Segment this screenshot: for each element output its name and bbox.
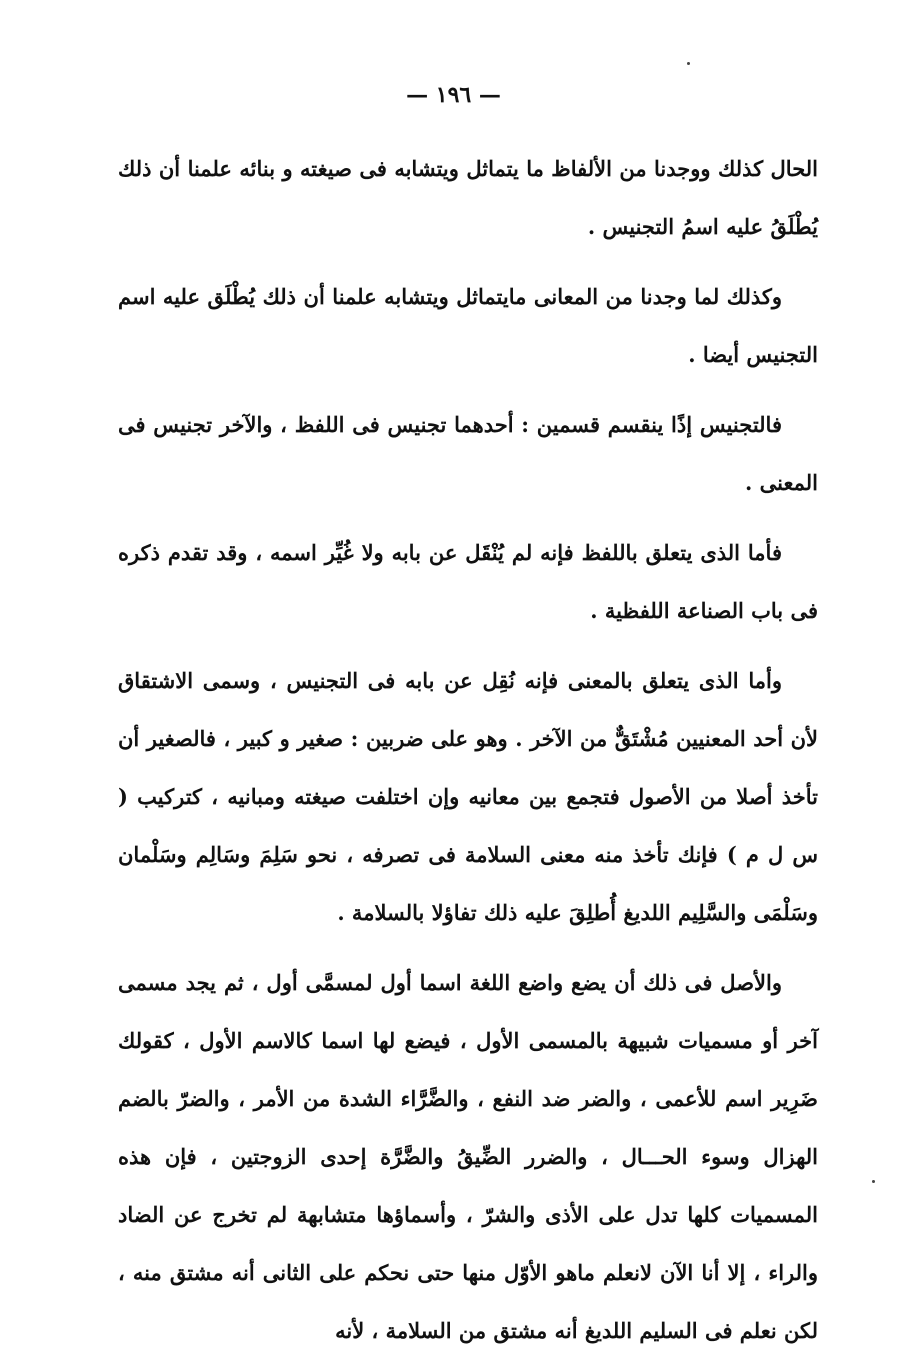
page-body	[118, 140, 818, 1372]
paragraph-1: الحال كذلك ووجدنا من الألفاظ ما يتماثل ويتشابه فى صيغته و بنائه علمنا أن ذلك يُطْلَقُ عليه اسمُ التجنيس .	[118, 156, 818, 239]
paragraph-5: وأما الذى يتعلق بالمعنى فإنه نُقِل عن بابه فى التجنيس ، وسمى الاشتقاق لأن أحد المعنيين مُشْتَقٌّ من الآخر . وهو على ضربين : صغير و كبير ، فالصغير أن تأخذ أصلا من الأصول فتجمع بين معانيه وإن اختلفت صيغته ومبانيه ، كتركيب ( س ل م ) فإنك تأخذ منه معنى السلامة فى تصرفه ، نحو سَلِمَ وسَالِم وسَلْمان وسَلْمَى والسَّلِيم اللديغ أُطلِقَ عليه ذلك تفاؤلا بالسلامة .	[118, 668, 818, 925]
paper-speck	[687, 62, 690, 65]
paragraph-4: فأما الذى يتعلق باللفظ فإنه لم يُنْقَل عن بابه ولا غُيِّر اسمه ، وقد تقدم ذكره فى باب الصناعة اللفظية .	[118, 540, 818, 623]
paragraph-3: فالتجنيس إذًا ينقسم قسمين : أحدهما تجنيس فى اللفظ ، والآخر تجنيس فى المعنى .	[118, 412, 818, 495]
paper-speck	[872, 1180, 875, 1183]
paragraph-6: والأصل فى ذلك أن يضع واضع اللغة اسما أول لمسمَّى أول ، ثم يجد مسمى آخر أو مسميات شبيهة بالمسمى الأول ، فيضع لها اسما كالاسم الأول ، كقولك ضَرِير اسم للأعمى ، والضر ضد النفع ، والضَّرَّاء الشدة من الأمر ، والضرّ بالضم الهزال وسوء الحـــال ، والضرر الضِّيقُ والضَّرَّة إحدى الزوجتين ، فإن هذه المسميات كلها تدل على الأذى والشرّ ، وأسماؤها متشابهة لم تخرج عن الضاد والراء ، إلا أنا الآن لانعلم ماهو الأوّل منها حتى نحكم على الثانى أنه مشتق منه ، لكن نعلم فى السليم اللديغ أنه مشتق من السلامة ، لأنه	[118, 970, 818, 1343]
page-number: — ١٩٦ —	[406, 82, 501, 108]
paragraph-2: وكذلك لما وجدنا من المعانى مايتماثل ويتشابه علمنا أن ذلك يُطْلَق عليه اسم التجنيس أيضا .	[118, 284, 818, 367]
